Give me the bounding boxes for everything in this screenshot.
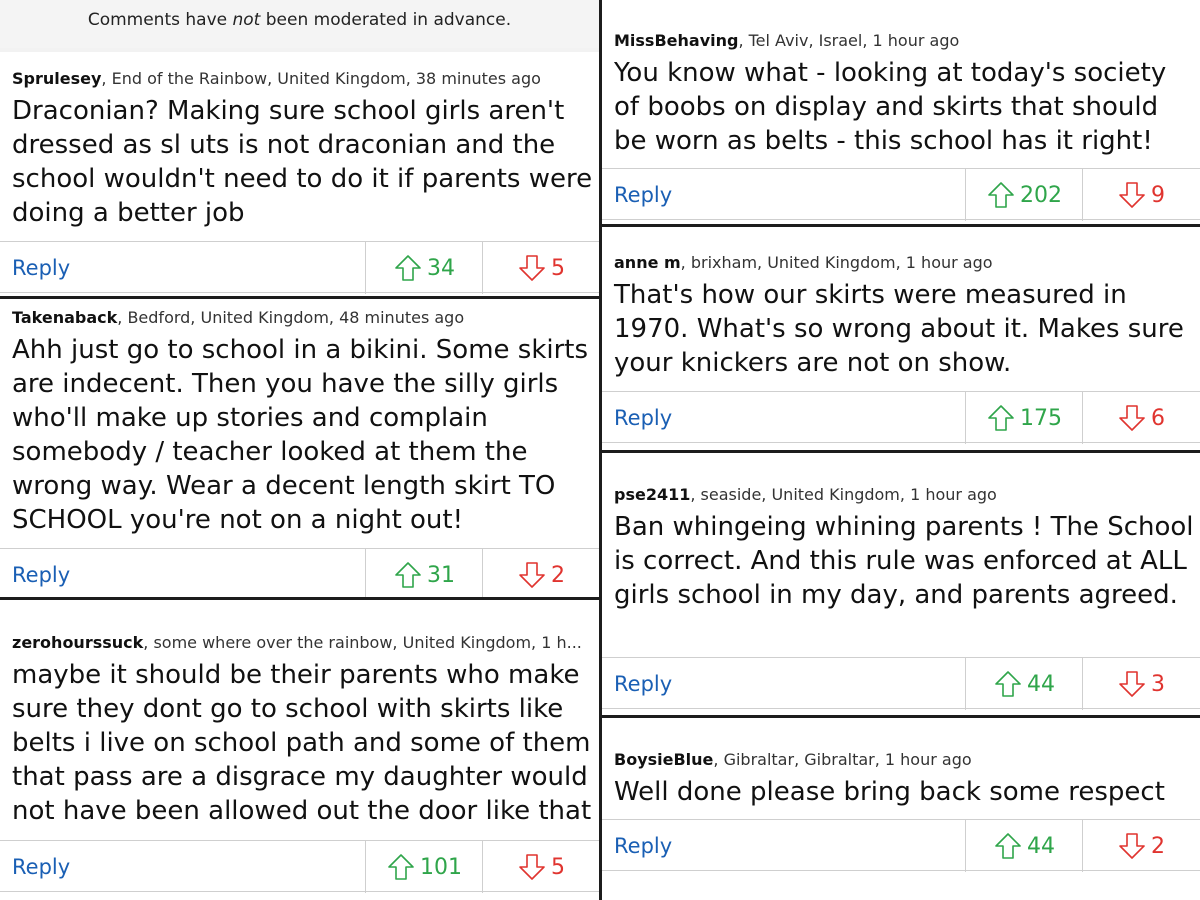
arrow-down-icon: [517, 852, 547, 882]
comment-actions: [0, 241, 599, 293]
comment-actions: [602, 819, 1200, 871]
reply-link[interactable]: Reply: [614, 672, 673, 696]
comment-text: That's how our skirts were measured in 1970. What's so wrong about it. Makes sure your knickers are not on show.: [614, 280, 1184, 378]
comment: [602, 718, 1200, 900]
comment-username[interactable]: BoysieBlue: [614, 750, 714, 769]
comment-username[interactable]: Sprulesey: [12, 69, 102, 88]
arrow-up-icon: [993, 669, 1023, 699]
comment-meta: zerohourssuck, some where over the rainbow, United Kingdom, 1 h...: [12, 633, 582, 652]
comment-meta: Takenaback, Bedford, United Kingdom, 48 minutes ago: [12, 308, 465, 327]
downvote-count: 2: [551, 562, 565, 588]
right-panel: [602, 0, 1200, 900]
downvote-button[interactable]: [1082, 658, 1199, 710]
comment-text: Well done please bring back some respect: [614, 777, 1165, 807]
reply-link[interactable]: Reply: [614, 406, 673, 430]
downvote-count: 9: [1151, 182, 1165, 208]
downvote-count: 5: [551, 255, 565, 281]
arrow-up-icon: [393, 560, 423, 590]
downvote-button[interactable]: [1082, 392, 1199, 444]
comment: [0, 299, 599, 597]
upvote-button[interactable]: [965, 169, 1082, 221]
comment-actions: [602, 168, 1200, 220]
moderation-notice: Comments have not been moderated in advance.: [0, 0, 599, 48]
upvote-button[interactable]: [365, 549, 482, 601]
downvote-button[interactable]: [1082, 820, 1199, 872]
downvote-button[interactable]: [482, 841, 599, 893]
upvote-count: 44: [1027, 833, 1055, 859]
comment-meta: anne m, brixham, United Kingdom, 1 hour ago: [614, 253, 993, 272]
comment-meta: MissBehaving, Tel Aviv, Israel, 1 hour ago: [614, 31, 960, 50]
downvote-button[interactable]: [482, 242, 599, 294]
upvote-count: 34: [427, 255, 455, 281]
comment-username[interactable]: pse2411: [614, 485, 691, 504]
upvote-count: 101: [420, 854, 462, 880]
arrow-down-icon: [1117, 180, 1147, 210]
arrow-down-icon: [1117, 831, 1147, 861]
comment-text: Draconian? Making sure school girls aren't dressed as sl uts is not draconian and the school wouldn't need to do it if parents were doing a better job: [12, 96, 593, 228]
arrow-up-icon: [986, 180, 1016, 210]
arrow-down-icon: [517, 253, 547, 283]
downvote-count: 5: [551, 854, 565, 880]
upvote-count: 44: [1027, 671, 1055, 697]
comment-actions: [0, 548, 599, 600]
arrow-down-icon: [1117, 669, 1147, 699]
reply-link[interactable]: Reply: [614, 834, 673, 858]
upvote-button[interactable]: [365, 841, 482, 893]
comment-text: Ahh just go to school in a bikini. Some skirts are indecent. Then you have the silly girls who'll make up stories and complain somebody / teacher looked at them the wrong way. Wear a decent length skirt TO SCHOOL you're not on a night out!: [12, 335, 589, 535]
comment-meta: pse2411, seaside, United Kingdom, 1 hour ago: [614, 485, 997, 504]
arrow-down-icon: [1117, 403, 1147, 433]
upvote-button[interactable]: [965, 392, 1082, 444]
comment: [602, 0, 1200, 224]
upvote-count: 175: [1020, 405, 1062, 431]
comment: [602, 227, 1200, 450]
comment-username[interactable]: anne m: [614, 253, 681, 272]
reply-link[interactable]: Reply: [12, 256, 71, 280]
upvote-button[interactable]: [965, 820, 1082, 872]
arrow-up-icon: [993, 831, 1023, 861]
downvote-count: 3: [1151, 671, 1165, 697]
comment-actions: [602, 657, 1200, 709]
left-panel: [0, 0, 599, 900]
comment-username[interactable]: zerohourssuck: [12, 633, 144, 652]
comment: [0, 52, 599, 296]
arrow-up-icon: [386, 852, 416, 882]
comment-actions: [602, 391, 1200, 443]
comment-text: Ban whingeing whining parents ! The School is correct. And this rule was enforced at ALL girls school in my day, and parents agreed.: [614, 512, 1194, 610]
comment-meta: Sprulesey, End of the Rainbow, United Kingdom, 38 minutes ago: [12, 69, 541, 88]
downvote-button[interactable]: [1082, 169, 1199, 221]
upvote-button[interactable]: [965, 658, 1082, 710]
reply-link[interactable]: Reply: [614, 183, 673, 207]
comment: [0, 600, 599, 900]
downvote-count: 6: [1151, 405, 1165, 431]
upvote-count: 31: [427, 562, 455, 588]
arrow-up-icon: [986, 403, 1016, 433]
comment-text: maybe it should be their parents who make sure they dont go to school with skirts like belts i live on school path and some of them that pass are a disgrace my daughter would not have been allowed out the door like that: [12, 660, 592, 826]
downvote-button[interactable]: [482, 549, 599, 601]
upvote-count: 202: [1020, 182, 1062, 208]
comment-actions: [0, 840, 599, 892]
arrow-down-icon: [517, 560, 547, 590]
comment-text: You know what - looking at today's society of boobs on display and skirts that should be worn as belts - this school has it right!: [614, 58, 1167, 156]
reply-link[interactable]: Reply: [12, 563, 71, 587]
comment-username[interactable]: MissBehaving: [614, 31, 739, 50]
upvote-button[interactable]: [365, 242, 482, 294]
comment: [602, 453, 1200, 715]
comment-meta: BoysieBlue, Gibraltar, Gibraltar, 1 hour ago: [614, 750, 972, 769]
downvote-count: 2: [1151, 833, 1165, 859]
arrow-up-icon: [393, 253, 423, 283]
comment-username[interactable]: Takenaback: [12, 308, 118, 327]
reply-link[interactable]: Reply: [12, 855, 71, 879]
